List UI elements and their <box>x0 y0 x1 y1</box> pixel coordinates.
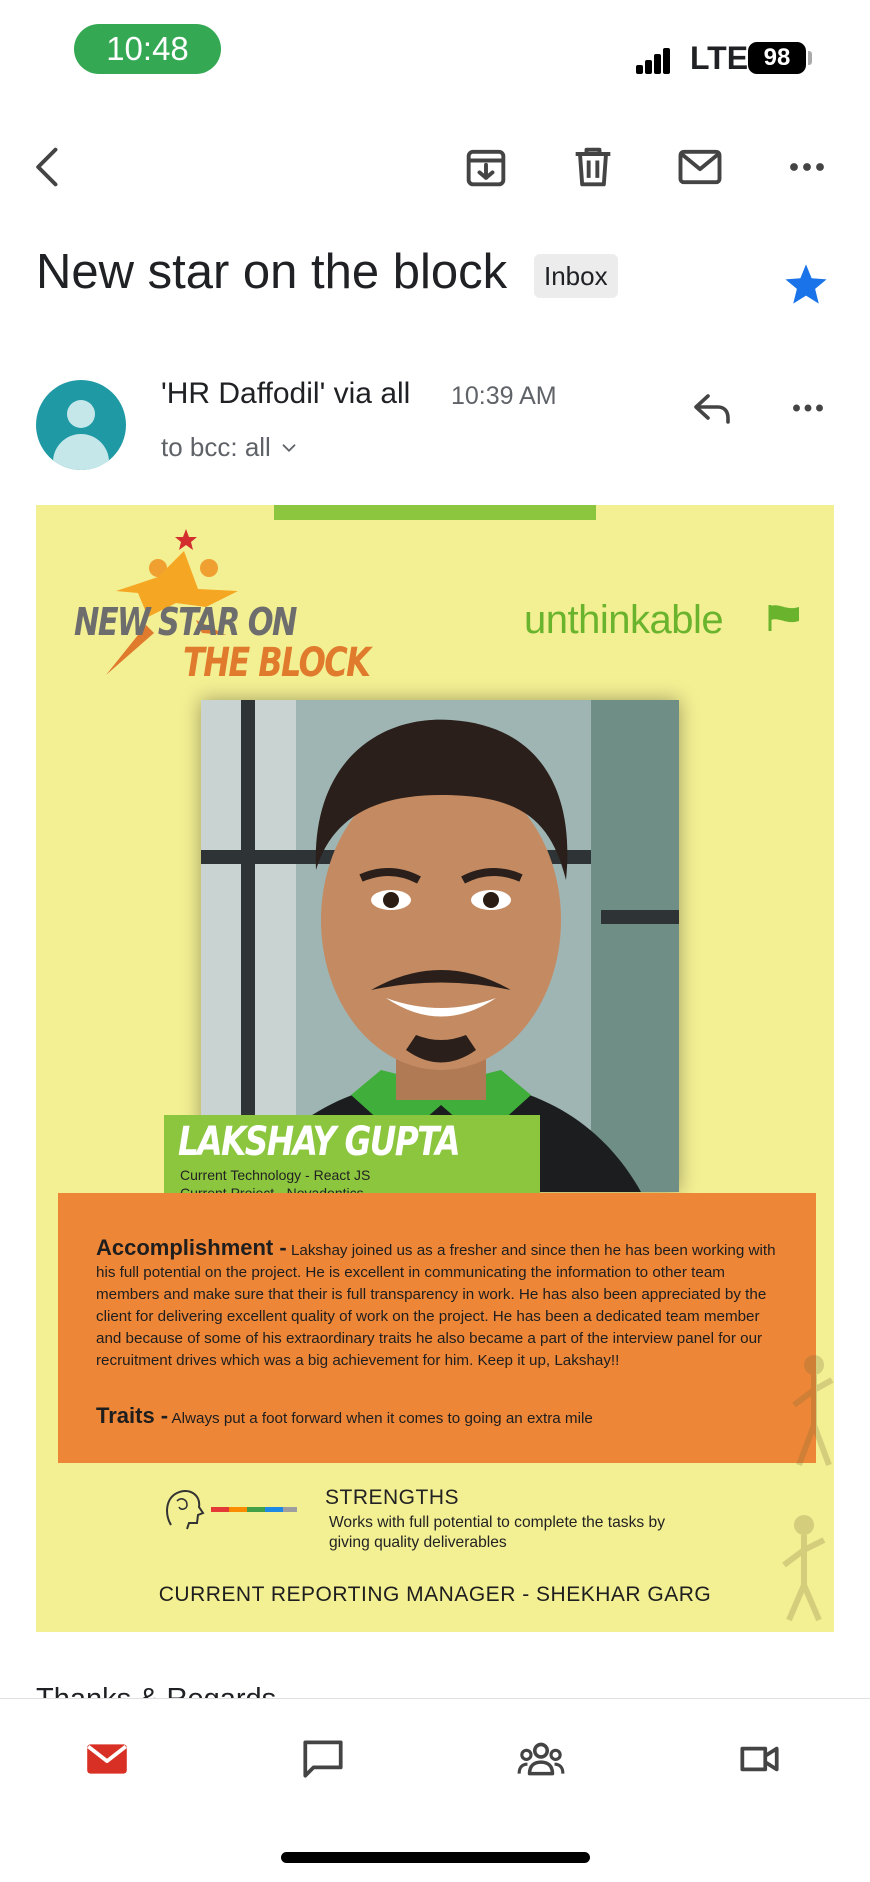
avatar-body <box>53 434 109 470</box>
chevron-left-icon <box>23 141 75 193</box>
back-button[interactable] <box>12 130 86 204</box>
poster-top-bar <box>274 505 596 520</box>
sender-avatar[interactable] <box>36 380 126 470</box>
sender-name[interactable]: 'HR Daffodil' via all <box>161 377 411 410</box>
chevron-down-icon <box>278 437 300 459</box>
traits-heading: Traits - <box>96 1403 169 1428</box>
poster-logo-line1: NEW STAR ON <box>74 600 296 644</box>
nav-mail[interactable] <box>72 1729 142 1789</box>
reply-button[interactable] <box>684 380 740 436</box>
accomplishment-heading: Accomplishment - <box>96 1235 287 1260</box>
delete-button[interactable] <box>556 130 630 204</box>
avatar-head <box>67 400 95 428</box>
message-more-button[interactable] <box>780 380 836 436</box>
email-toolbar <box>0 130 870 204</box>
mail-icon <box>82 1734 132 1784</box>
archive-button[interactable] <box>449 130 523 204</box>
chat-icon <box>298 1734 348 1784</box>
accomplishment-text: Lakshay joined us as a fresher and since then he has been working with his full potential on the project. He is excellent in communicating the information to other team members and make sure that their is full transparency in work. He has also been appreciated by the client for delivering excellent quality of work on the project. He has been a dedicated team member and because of some of his extraordinary traits he also became a part of the interview panel for our recruitment drives which was a big achievement for him. Keep it up, Lakshay!! <box>96 1242 776 1369</box>
strengths-heading: STRENGTHS <box>325 1486 460 1509</box>
network-label: LTE <box>690 40 749 76</box>
decorative-figures <box>764 1335 834 1625</box>
more-horizontal-icon <box>785 385 831 431</box>
video-icon <box>734 1734 784 1784</box>
accomplishment-panel <box>58 1193 816 1463</box>
reply-icon <box>688 384 736 432</box>
trash-icon <box>567 141 619 193</box>
traits-section <box>96 1403 593 1429</box>
employee-technology: Current Technology - React JS <box>180 1167 371 1183</box>
inbox-label[interactable]: Inbox <box>534 254 618 298</box>
more-horizontal-icon <box>781 141 833 193</box>
traits-text: Always put a foot forward when it comes to going an extra mile <box>171 1410 593 1427</box>
battery-tip <box>808 51 812 65</box>
poster-logo-line2: THE BLOCK <box>183 640 370 686</box>
email-subject: New star on the block <box>36 245 508 299</box>
email-time: 10:39 AM <box>451 382 557 410</box>
employee-name: LAKSHAY GUPTA <box>178 1119 460 1165</box>
strengths-text: Works with full potential to complete the tasks by giving quality deliverables <box>329 1514 665 1551</box>
people-icon <box>516 1734 566 1784</box>
nav-meet[interactable] <box>724 1729 794 1789</box>
accomplishment-section <box>96 1237 788 1372</box>
status-time: 10:48 <box>74 24 221 74</box>
status-bar <box>0 0 870 100</box>
battery-icon: 98 <box>748 42 806 74</box>
mark-unread-button[interactable] <box>663 130 737 204</box>
mail-icon <box>674 141 726 193</box>
signal-icon <box>636 44 680 74</box>
nav-chat[interactable] <box>288 1729 358 1789</box>
star-icon[interactable] <box>780 259 832 311</box>
recipient-text: to bcc: all <box>161 432 271 462</box>
announcement-poster[interactable] <box>36 505 834 1632</box>
archive-icon <box>460 141 512 193</box>
more-options-button[interactable] <box>770 130 844 204</box>
recipient-details[interactable] <box>161 432 300 463</box>
flag-icon <box>766 603 802 633</box>
reporting-manager: CURRENT REPORTING MANAGER - SHEKHAR GARG <box>158 1583 712 1606</box>
brand-logo: unthinkable <box>524 598 724 642</box>
home-indicator[interactable] <box>281 1852 590 1863</box>
nav-spaces[interactable] <box>506 1729 576 1789</box>
head-strength-icon <box>161 1485 303 1531</box>
